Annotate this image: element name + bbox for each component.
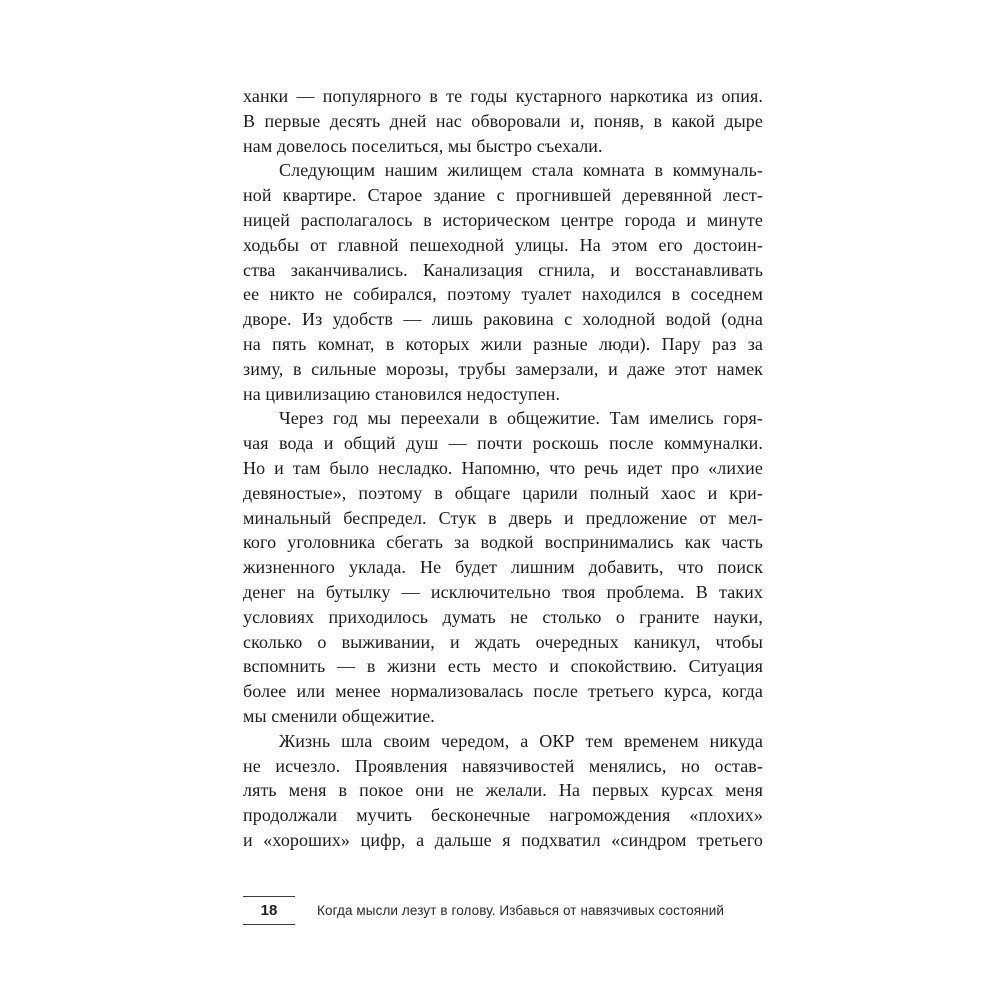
page-footer	[243, 896, 763, 925]
paragraph	[243, 406, 763, 728]
text-line: не исчезло. Проявления навязчивостей менялись, но остав-	[243, 755, 763, 776]
text-line: Через год мы переехали в общежитие. Там имелись горя-	[279, 408, 763, 429]
text-line: и «хороших» цифр, а дальше я подхватил «синдром третьего	[243, 829, 763, 850]
text-line: вспомнить — в жизни есть место и спокойствию. Ситуация	[243, 656, 763, 677]
text-line: мы сменили общежитие.	[243, 705, 435, 726]
paragraph	[243, 158, 763, 406]
text-line: Следующим нашим жилищем стала комната в коммуналь-	[279, 160, 763, 181]
paragraph	[243, 729, 763, 853]
paragraph	[243, 84, 763, 158]
text-line: продолжали мучить бесконечные нагромождения «плохих»	[243, 805, 763, 826]
running-title: Когда мысли лезут в голову. Избавься от навязчивых состояний	[317, 903, 724, 918]
text-line: чая вода и общий душ — почти роскошь после коммуналки.	[243, 433, 763, 454]
text-line: на цивилизацию становился недоступен.	[243, 383, 561, 404]
text-line: ее никто не собирался, поэтому туалет находился в соседнем	[243, 284, 763, 305]
text-line: ницей располагалось в историческом центре города и минуте	[243, 209, 763, 230]
text-line: минальный беспредел. Стук в дверь и предложение от мел-	[243, 507, 763, 528]
text-line: ханки — популярного в те годы кустарного наркотика из опия.	[243, 86, 763, 106]
text-line: более или менее нормализовалась после третьего курса, когда	[243, 681, 763, 702]
book-page-text	[243, 84, 763, 853]
text-line: жизненного уклада. Не будет лишним добавить, что поиск	[243, 557, 763, 578]
text-line: девяностые», поэтому в общаге царили полный хаос и кри-	[243, 482, 763, 503]
text-line: Но и там было несладко. Напомню, что речь идет про «лихие	[243, 457, 763, 478]
text-line: кого уголовника сбегать за водкой воспринимались как часть	[243, 532, 763, 553]
text-line: В первые десять дней нас обворовали и, поняв, в какой дыре	[243, 110, 763, 131]
text-line: сколько о выживании, и ждать очередных каникул, чтобы	[243, 631, 763, 652]
text-line: дворе. Из удобств — лишь раковина с холодной водой (одна	[243, 309, 763, 330]
text-line: нам довелось поселиться, мы быстро съехали.	[243, 135, 603, 156]
text-line: условиях приходилось думать не столько о граните науки,	[243, 606, 763, 627]
text-line: ства заканчивались. Канализация сгнила, и восстанавливать	[243, 259, 763, 280]
text-line: ной квартире. Старое здание с прогнившей деревянной лест-	[243, 185, 763, 206]
text-line: Жизнь шла своим чередом, а ОКР тем временем никуда	[279, 730, 763, 751]
text-line: ходьбы от главной пешеходной улицы. На этом его достоин-	[243, 234, 763, 255]
text-line: на пять комнат, в которых жили разные люди). Пару раз за	[243, 333, 763, 354]
text-line: денег на бутылку — исключительно твоя проблема. В таких	[243, 581, 763, 602]
page-number: 18	[243, 896, 295, 925]
text-line: зиму, в сильные морозы, трубы замерзали, и даже этот намек	[243, 358, 763, 379]
text-line: лять меня в покое они не желали. На первых курсах меня	[243, 780, 763, 801]
